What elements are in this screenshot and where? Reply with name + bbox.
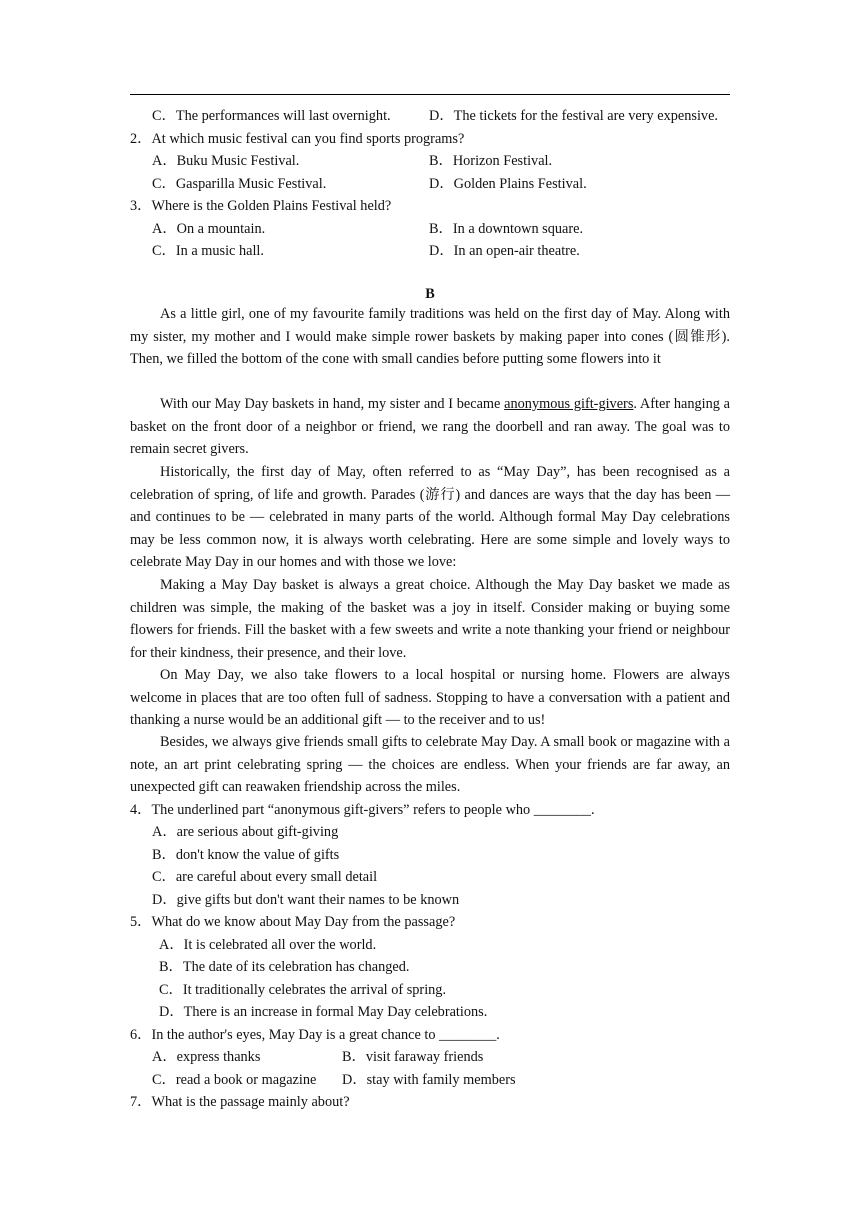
header-rule <box>130 94 730 95</box>
q4-option-c: C．are careful about every small detail <box>152 869 378 885</box>
q3-option-d: D．In an open-air theatre. <box>429 243 580 259</box>
q5-stem: 5．What do we know about May Day from the passage? <box>130 914 456 930</box>
q5-option-c: C．It traditionally celebrates the arrival of spring. <box>159 982 447 998</box>
passage-paragraph-5-text: On May Day, we also take flowers to a local hospital or nursing home. Flowers are always welcome in places that are too often full of sadness. Stopping to have a conversation with a patient and thanking a nurse would be an additional gift — to the receiver and to us! <box>130 667 730 728</box>
passage-paragraph-2-after: . After hanging a basket on the front door of a neighbor or friend, we rang the doorbell and ran away. The goal was to remain secret givers. <box>130 396 730 457</box>
passage-paragraph-1 <box>130 303 730 371</box>
q4-option-a: A．are serious about gift-giving <box>152 824 339 840</box>
q6-option-b: B．visit faraway friends <box>342 1049 484 1065</box>
q2-option-a: A．Buku Music Festival. <box>152 153 300 169</box>
q3-option-c: C．In a music hall. <box>152 243 264 259</box>
q6-option-c: C．read a book or magazine <box>152 1072 317 1088</box>
passage-paragraph-5 <box>130 664 730 732</box>
q6-option-d: D．stay with family members <box>342 1072 516 1088</box>
q6-option-a: A．express thanks <box>152 1049 261 1065</box>
passage-paragraph-3 <box>130 461 730 574</box>
q5-option-b: B．The date of its celebration has changed. <box>159 959 410 975</box>
q2-stem: 2．At which music festival can you find sports programs? <box>130 131 465 147</box>
q5-option-d: D．There is an increase in formal May Day celebrations. <box>159 1004 488 1020</box>
q2-option-b: B．Horizon Festival. <box>429 153 553 169</box>
passage-paragraph-3-text: Historically, the first day of May, often referred to as “May Day”, has been recognised as a celebration of spring, of life and growth. Parades (游行) and dances are ways that the day has been — and continues to be — celebrated in many parts of the world. Although formal May Day celebrations may be less common now, it is always worth celebrating. Here are some simple and lovely ways to celebrate May Day in our homes and with those we love: <box>130 464 730 570</box>
q3-stem: 3．Where is the Golden Plains Festival held? <box>130 198 392 214</box>
q4-option-b: B．don't know the value of gifts <box>152 847 340 863</box>
q3-option-b: B．In a downtown square. <box>429 221 584 237</box>
passage-paragraph-2 <box>130 393 730 461</box>
q2-option-d: D．Golden Plains Festival. <box>429 176 587 192</box>
q1-option-c: C．The performances will last overnight. <box>152 108 391 124</box>
passage-paragraph-6-text: Besides, we always give friends small gifts to celebrate May Day. A small book or magazine with a note, an art print celebrating spring — the choices are endless. When your friends are far away, an unexpected gift can reawaken friendship across the miles. <box>130 734 730 795</box>
q3-option-a: A．On a mountain. <box>152 221 266 237</box>
q4-option-d: D．give gifts but don't want their names to be known <box>152 892 460 908</box>
passage-paragraph-2-before: With our May Day baskets in hand, my sister and I became <box>160 396 505 412</box>
passage-paragraph-1-text: As a little girl, one of my favourite family traditions was held on the first day of May. Along with my sister, my mother and I would make simple rower baskets by making paper into cones (圆锥形). Then, we filled the bottom of the cone with small candies before putting some flowers into it <box>130 306 730 367</box>
q7-stem: 7．What is the passage mainly about? <box>130 1094 350 1110</box>
passage-paragraph-4-text: Making a May Day basket is always a great choice. Although the May Day basket we made as children was simple, the making of the basket was a joy in itself. Consider making or buying some flowers for friends. Fill the basket with a few sweets and write a note thanking your friend or neighbour for their kindness, their presence, and their love. <box>130 577 730 661</box>
q6-stem: 6．In the author's eyes, May Day is a great chance to ________. <box>130 1027 500 1043</box>
passage-paragraph-6 <box>130 731 730 799</box>
passage-paragraph-4 <box>130 574 730 664</box>
q4-stem: 4．The underlined part “anonymous gift-givers” refers to people who ________. <box>130 802 595 818</box>
q1-option-d: D．The tickets for the festival are very expensive. <box>429 108 719 124</box>
q2-option-c: C．Gasparilla Music Festival. <box>152 176 327 192</box>
underlined-phrase: anonymous gift-givers <box>504 396 634 412</box>
q5-option-a: A．It is celebrated all over the world. <box>159 937 377 953</box>
section-heading: B <box>425 286 435 302</box>
